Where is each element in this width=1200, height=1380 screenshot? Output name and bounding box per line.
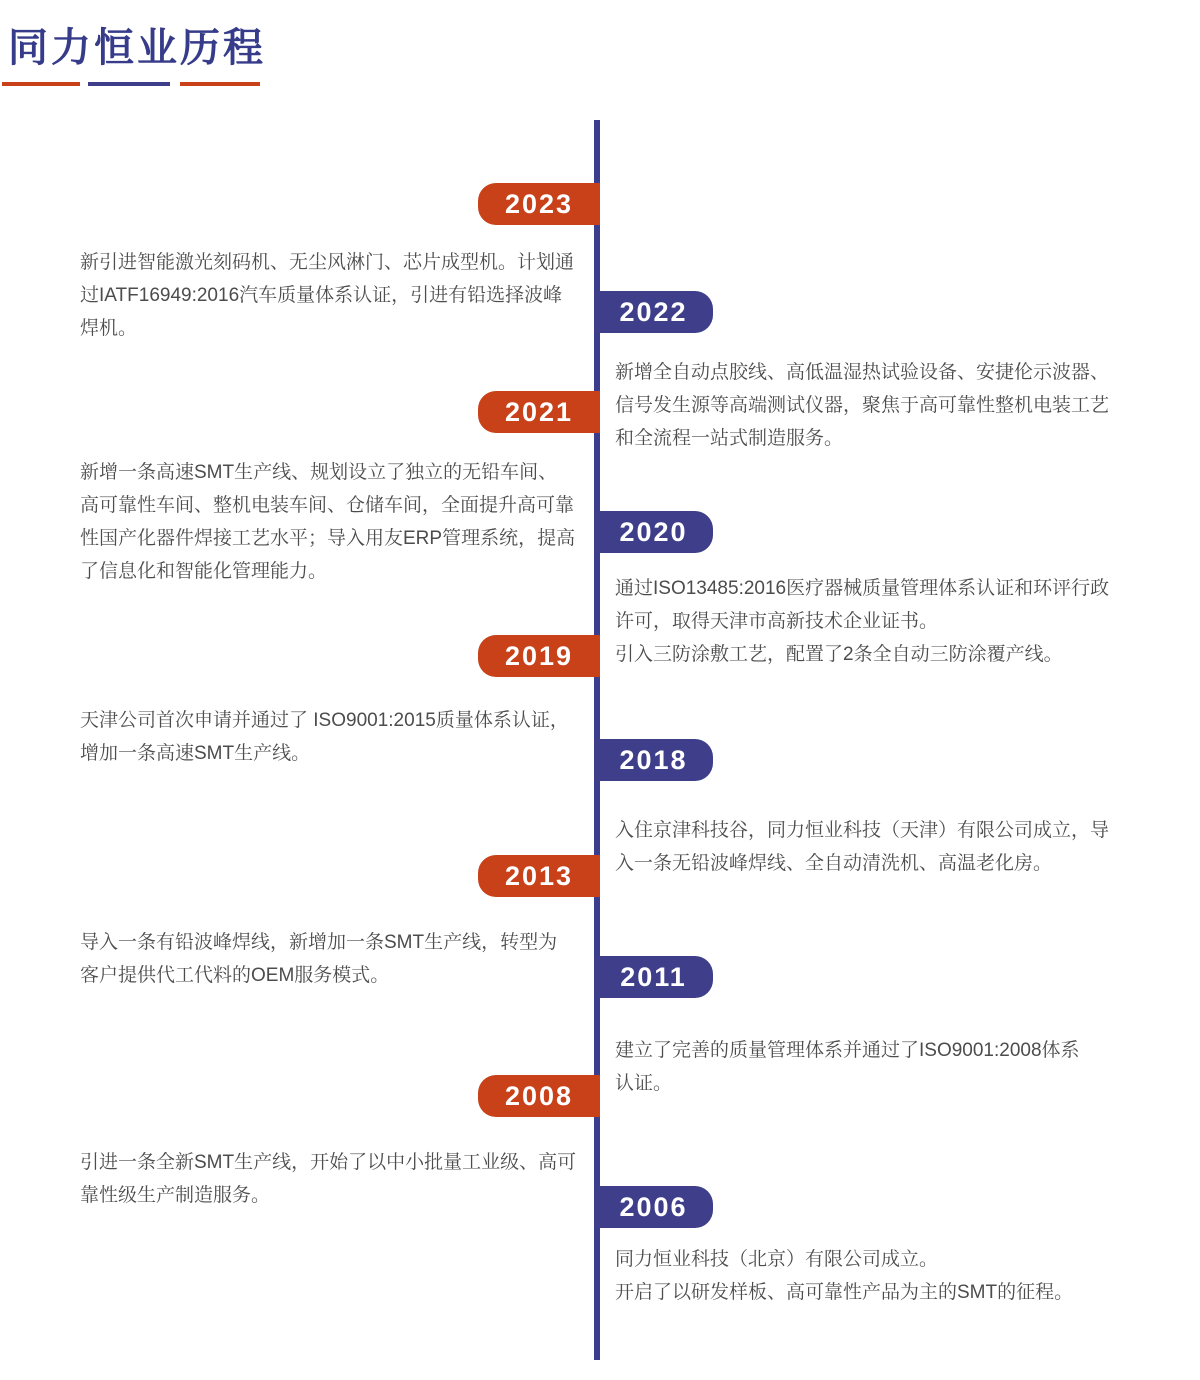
year-badge-2019: 2019: [478, 635, 600, 677]
text-line: 客户提供代工代料的OEM服务模式。: [80, 965, 390, 986]
text-line: 导入一条有铅波峰焊线，新增加一条SMT生产线，转型为: [80, 932, 558, 953]
text-line: 和全流程一站式制造服务。: [615, 428, 844, 449]
text-line: 高可靠性车间、整机电装车间、仓储车间，全面提升高可靠: [80, 495, 575, 516]
entry-text-2008: [80, 1146, 585, 1212]
entry-text-2019: [80, 704, 585, 770]
text-line: 入住京津科技谷，同力恒业科技（天津）有限公司成立，导: [615, 820, 1110, 841]
text-line: 了信息化和智能化管理能力。: [80, 561, 328, 582]
year-badge-2023: 2023: [478, 183, 600, 225]
entry-text-2013: [80, 926, 585, 992]
text-line: 过IATF16949:2016汽车质量体系认证，引进有铅选择波峰: [80, 285, 563, 306]
entry-text-2023: [80, 246, 585, 345]
text-line: 许可，取得天津市高新技术企业证书。: [615, 611, 939, 632]
page-title: 同力恒业历程: [8, 26, 266, 70]
year-badge-2011: 2011: [594, 956, 713, 998]
text-line: 信号发生源等高端测试仪器，聚焦于高可靠性整机电装工艺: [615, 395, 1110, 416]
text-line: 性国产化器件焊接工艺水平；导入用友ERP管理系统，提高: [80, 528, 576, 549]
text-line: 新增一条高速SMT生产线、规划设立了独立的无铅车间、: [80, 462, 558, 483]
text-line: 建立了完善的质量管理体系并通过了ISO9001:2008体系: [615, 1040, 1080, 1061]
text-line: 引进一条全新SMT生产线，开始了以中小批量工业级、高可: [80, 1152, 577, 1173]
entry-text-2020: [615, 572, 1150, 671]
entry-text-2011: [615, 1034, 1150, 1100]
entry-text-2006: [615, 1243, 1150, 1309]
text-line: 同力恒业科技（北京）有限公司成立。: [615, 1249, 939, 1270]
text-line: 通过ISO13485:2016医疗器械质量管理体系认证和环评行政: [615, 578, 1110, 599]
year-badge-2006: 2006: [594, 1186, 713, 1228]
year-badge-2020: 2020: [594, 511, 713, 553]
year-badge-2008: 2008: [478, 1075, 600, 1117]
entry-text-2022: [615, 356, 1150, 455]
text-line: 新引进智能激光刻码机、无尘风淋门、芯片成型机。计划通: [80, 252, 575, 273]
text-line: 增加一条高速SMT生产线。: [80, 743, 311, 764]
text-line: 焊机。: [80, 318, 138, 339]
text-line: 新增全自动点胶线、高低温湿热试验设备、安捷伦示波器、: [615, 362, 1110, 383]
year-badge-2018: 2018: [594, 739, 713, 781]
underline-segment-orange-1: [2, 82, 80, 86]
entry-text-2021: [80, 456, 585, 588]
underline-segment-orange-2: [180, 82, 260, 86]
text-line: 开启了以研发样板、高可靠性产品为主的SMT的征程。: [615, 1282, 1074, 1303]
year-badge-2013: 2013: [478, 855, 600, 897]
underline-segment-blue: [88, 82, 170, 86]
text-line: 靠性级生产制造服务。: [80, 1185, 271, 1206]
title-underline: [2, 82, 262, 86]
entry-text-2018: [615, 814, 1150, 880]
year-badge-2021: 2021: [478, 391, 600, 433]
text-line: 天津公司首次申请并通过了 ISO9001:2015质量体系认证，: [80, 710, 569, 731]
text-line: 入一条无铅波峰焊线、全自动清洗机、高温老化房。: [615, 853, 1053, 874]
year-badge-2022: 2022: [594, 291, 713, 333]
text-line: 引入三防涂敷工艺，配置了2条全自动三防涂覆产线。: [615, 644, 1063, 665]
text-line: 认证。: [615, 1073, 673, 1094]
